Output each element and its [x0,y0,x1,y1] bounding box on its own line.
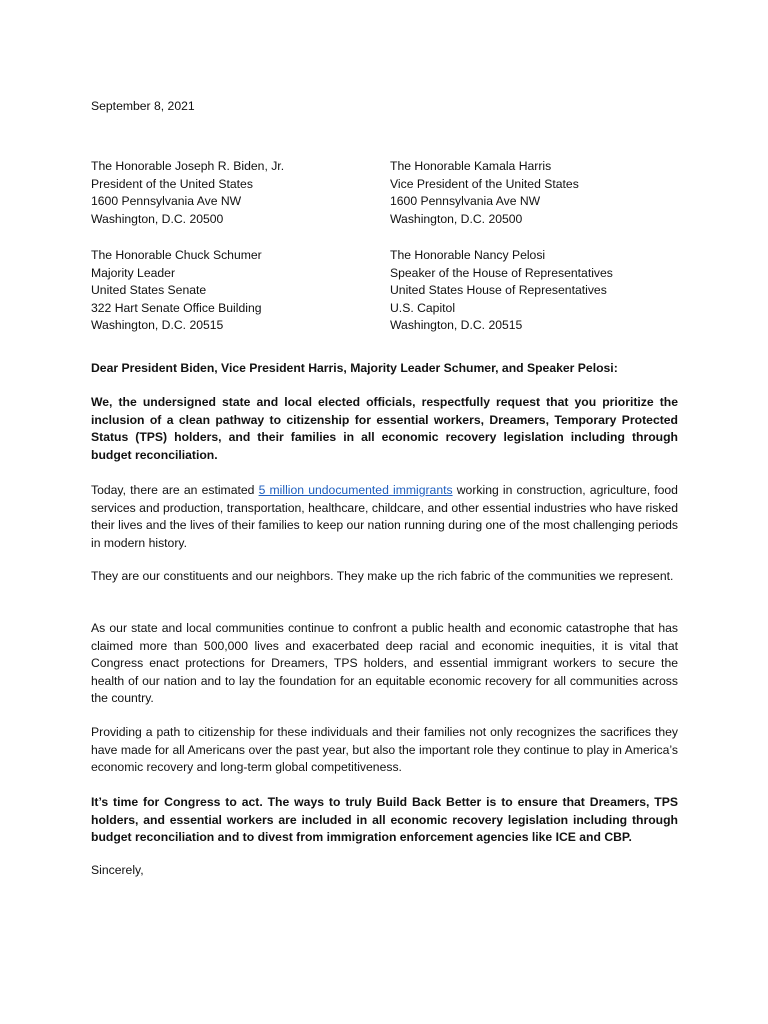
paragraph-path-to-citizenship: Providing a path to citizenship for these individuals and their families not only recognizes the sacrifices they have made for all Americans over the past year, but also the important role they continue to play in America’s economic recovery and long-term global competitiveness. [91,725,678,774]
paragraph-text: Today, there are an estimated [91,483,259,497]
paragraph-estimate [91,482,678,552]
recipient-address-line: Washington, D.C. 20515 [91,318,224,332]
recipient-name: The Honorable Joseph R. Biden, Jr. [91,159,285,173]
paragraph-call-to-action: It’s time for Congress to act. The ways to truly Build Back Better is to ensure that Dreamers, TPS holders, and essential workers are included in all economic recovery legislation including through budget reconciliation and to divest from immigration enforcement agencies like ICE and CBP. [91,795,678,844]
recipient-address-line: Washington, D.C. 20500 [390,211,523,226]
recipient-address-line: 322 Hart Senate Office Building [91,300,262,315]
recipient-address-harris [390,158,579,228]
recipient-name: The Honorable Kamala Harris [390,159,552,173]
recipient-name: The Honorable Nancy Pelosi [390,248,546,262]
recipient-address-line: United States House of Representatives [390,283,607,297]
paragraph-text: working in construction, agriculture, food services and production, transportation, healthcare, childcare, and other essential industries who have risked their lives and the lives of their families to keep our nation running during one of the most challenging periods in modern history. [91,483,678,550]
recipient-title: Majority Leader [91,265,175,280]
recipient-address-schumer [91,247,262,335]
recipient-address-line: 1600 Pennsylvania Ave NW [91,194,242,208]
paragraph-constituents: They are our constituents and our neighbors. They make up the rich fabric of the communities we represent. [91,569,674,583]
recipient-address-line: Washington, D.C. 20500 [91,211,224,226]
paragraph-request: We, the undersigned state and local elected officials, respectfully request that you prioritize the inclusion of a clean pathway to citizenship for essential workers, Dreamers, Temporary Protected Status (TPS) holders, and their families in all economic recovery legislation including through budget reconciliation. [91,395,678,462]
recipient-address-line: U.S. Capitol [390,300,456,315]
recipient-address-biden [91,158,284,228]
recipient-address-line: Washington, D.C. 20515 [390,318,523,332]
letter-salutation: Dear President Biden, Vice President Harris, Majority Leader Schumer, and Speaker Pelosi: [91,361,618,375]
recipient-address-line: United States Senate [91,283,207,297]
recipient-name: The Honorable Chuck Schumer [91,248,262,262]
recipient-address-pelosi [390,247,613,335]
undocumented-immigrants-link[interactable]: 5 million undocumented immigrants [258,483,453,497]
letter-date: September 8, 2021 [91,99,195,113]
recipient-address-line: 1600 Pennsylvania Ave NW [390,194,541,208]
recipient-title: President of the United States [91,176,253,191]
recipient-title: Vice President of the United States [390,176,579,191]
paragraph-catastrophe: As our state and local communities continue to confront a public health and economic catastrophe that has claimed more than 500,000 lives and exacerbated deep racial and economic inequities, it is vital that Congress enact protections for Dreamers, TPS holders, and essential immigrant workers to secure the health of our nation and to lay the foundation for an equitable economic recovery for all communities across the country. [91,621,678,705]
letter-closing: Sincerely, [91,863,144,877]
recipient-title: Speaker of the House of Representatives [390,265,613,280]
